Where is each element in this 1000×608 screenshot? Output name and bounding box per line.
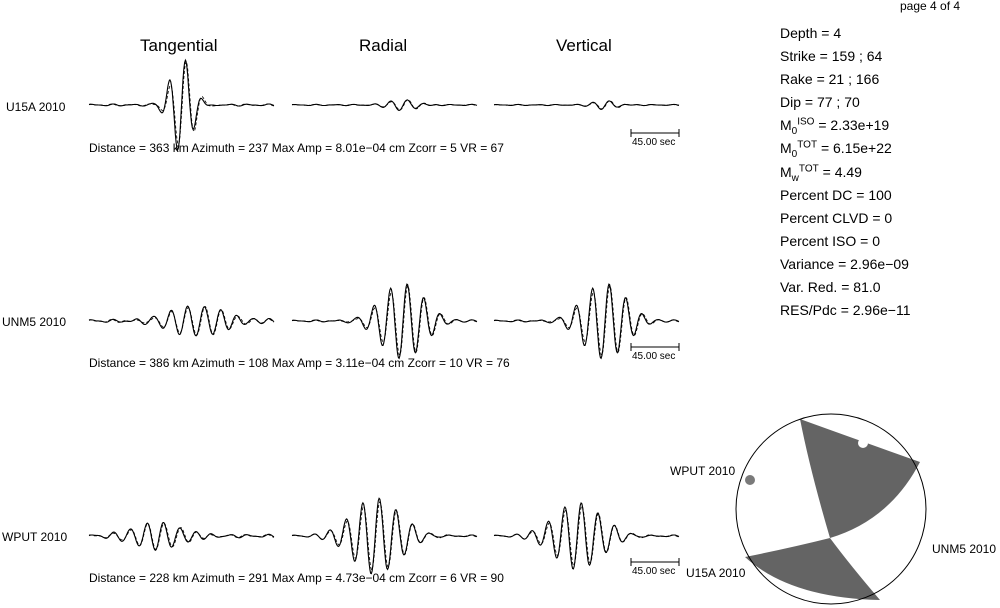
- column-header-radial: Radial: [359, 36, 408, 55]
- station-info-u15a: Distance = 363 km Azimuth = 237 Max Amp = 8.01e−04 cm Zcorr = 5 VR = 67: [89, 141, 504, 155]
- beachball-marker-white: [858, 438, 868, 448]
- param-depth: Depth = 4: [780, 25, 842, 41]
- waveform-synthetic-wput-tangential: [89, 523, 274, 549]
- beachball-label-u15a: U15A 2010: [686, 566, 746, 580]
- scale-bar-label-u15a: 45.00 sec: [632, 137, 676, 148]
- scale-bar-label-unm5: 45.00 sec: [632, 351, 676, 362]
- param-percent-iso: Percent ISO = 0: [780, 232, 880, 249]
- param-variance: Variance = 2.96e−09: [780, 255, 909, 272]
- waveform-observed-unm5-radial: [292, 284, 477, 358]
- waveform-observed-u15a-tangential: [89, 60, 274, 150]
- param-dip: Dip = 77 ; 70: [780, 94, 860, 111]
- param-m0-tot: $M_0^{TOT} = 6.15e+22$: [780, 139, 892, 161]
- param-m0-iso: $M_0^{ISO} = 2.33e+19$: [780, 116, 890, 138]
- column-header-tangential: Tangential: [140, 36, 218, 55]
- scale-bar-label-wput: 45.00 sec: [632, 566, 676, 577]
- param-strike: Strike = 159 ; 64: [780, 48, 883, 65]
- scale-bar-u15a: [631, 129, 679, 137]
- scale-bar-wput: [631, 558, 679, 566]
- beachball-marker-gray: [745, 475, 755, 485]
- param-var-red: Var. Red. = 81.0: [780, 279, 881, 296]
- station-label-wput: WPUT 2010: [2, 530, 68, 544]
- param-percent-dc: Percent DC = 100: [780, 186, 892, 203]
- param-mw-tot: $M_w^{TOT} = 4.49$: [780, 162, 862, 184]
- scale-bar-unm5: [631, 343, 679, 351]
- waveform-observed-wput-vertical: [494, 503, 679, 569]
- station-label-u15a: U15A 2010: [6, 100, 66, 114]
- param-res-pdc: RES/Pdc = 2.96e−11: [780, 302, 911, 319]
- column-header-vertical: Vertical: [556, 36, 612, 55]
- station-info-unm5: Distance = 386 km Azimuth = 108 Max Amp = 3.11e−04 cm Zcorr = 10 VR = 76: [89, 356, 510, 370]
- beachball-label-unm5: UNM5 2010: [932, 542, 997, 556]
- beachball-label-wput: WPUT 2010: [670, 464, 736, 478]
- waveform-synthetic-u15a-radial: [292, 100, 477, 110]
- param-percent-clvd: Percent CLVD = 0: [780, 209, 893, 226]
- page-label: page 4 of 4: [900, 0, 961, 13]
- param-rake: Rake = 21 ; 166: [780, 71, 880, 88]
- source-parameters-panel: [780, 22, 911, 322]
- station-label-unm5: UNM5 2010: [2, 315, 67, 329]
- station-info-wput: Distance = 228 km Azimuth = 291 Max Amp = 4.73e−04 cm Zcorr = 6 VR = 90: [89, 571, 504, 585]
- waveform-observed-wput-tangential: [89, 523, 274, 551]
